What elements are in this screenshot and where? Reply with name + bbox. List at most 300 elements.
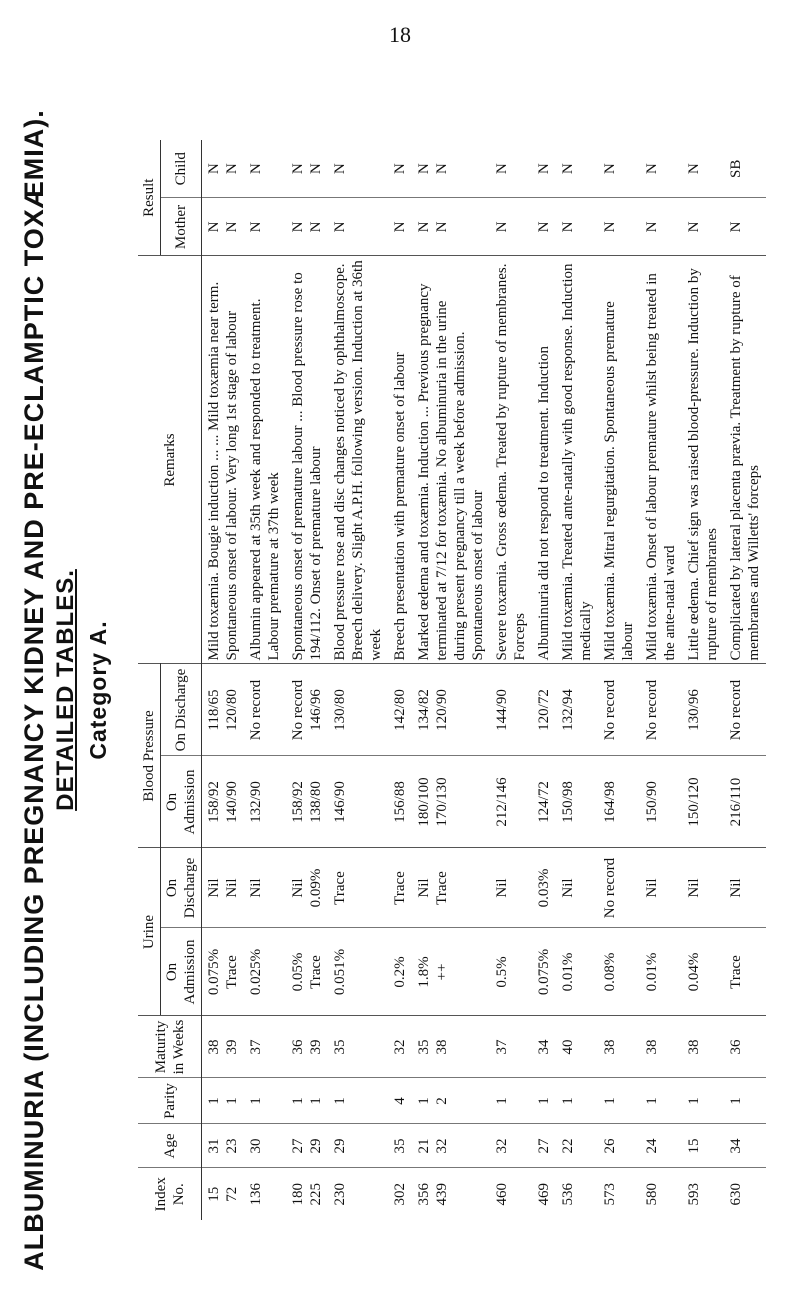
cell-remarks: Breech presentation with premature onset of labour [388, 256, 412, 664]
cell-urine-on-admission [640, 928, 682, 1016]
page-number: 18 [389, 22, 411, 47]
cell-bp-on-admission [682, 756, 724, 848]
cell-result-mother-line: N [332, 221, 348, 233]
cell-maturity-line: 39 [224, 1039, 240, 1055]
cell-age [412, 1124, 490, 1168]
cell-age [286, 1124, 328, 1168]
cell-bp-on-admission-line: 212/146 [494, 777, 510, 827]
cell-bp-on-discharge-line: No record [602, 679, 618, 741]
cell-maturity-line: 34 [536, 1039, 552, 1055]
cell-remarks: Blood pressure rose and disc changes noticed by ophthalmoscope. Breech delivery. Slight A.P.H. following version. Induction at 36th week [328, 256, 388, 664]
cell-parity-line: 1 [602, 1097, 618, 1105]
cell-maturity [556, 1016, 598, 1078]
cell-age [328, 1124, 388, 1168]
cell-age-line: 22 [560, 1138, 576, 1154]
cell-maturity [682, 1016, 724, 1078]
cell-result-child [388, 140, 412, 198]
cell-remarks: Albumin appeared at 35th week and responded to treatment. Labour premature at 37th week [244, 256, 286, 664]
cell-maturity [724, 1016, 766, 1078]
cell-urine-on-admission-line: 0.075% [206, 948, 222, 996]
cell-result-child [532, 140, 556, 198]
cell-parity-line: 1 [494, 1097, 510, 1105]
cell-index-no [388, 1168, 412, 1220]
cell-age [202, 1124, 245, 1168]
table-row [490, 140, 532, 1220]
cell-result-child-line: N [644, 163, 660, 175]
cell-index-no [724, 1168, 766, 1220]
cell-urine-on-discharge [286, 848, 328, 928]
cell-urine-on-admission-line: Trace [308, 955, 324, 989]
cell-age-line: 24 [644, 1138, 660, 1154]
cell-result-child-line: N [686, 163, 702, 175]
cell-result-child-line: N [224, 163, 240, 175]
col-remarks: Remarks [138, 256, 202, 664]
cell-age [490, 1124, 532, 1168]
cell-index-no [490, 1168, 532, 1220]
cell-age-line: 32 [494, 1138, 510, 1154]
table-row [388, 140, 412, 1220]
cell-result-child-line: N [308, 163, 324, 175]
cell-result-mother-line: N [248, 221, 264, 233]
cell-index-no-line: 302 [392, 1183, 408, 1206]
cell-age-line: 30 [248, 1138, 264, 1154]
cell-urine-on-discharge-line: Nil [206, 878, 222, 898]
cell-bp-on-discharge [598, 664, 640, 756]
cell-urine-on-discharge [556, 848, 598, 928]
cell-parity-line: 1 [416, 1097, 432, 1105]
cell-index-no-line: 72 [224, 1186, 240, 1202]
cell-result-mother [640, 198, 682, 256]
cell-remarks: Little œdema. Chief sign was raised blood-pressure. Induction by rupture of membranes [682, 256, 724, 664]
cell-age-line: 15 [686, 1138, 702, 1154]
table-row [412, 140, 490, 1220]
cell-result-mother-line: N [290, 221, 306, 233]
rotated-table-page [18, 100, 778, 1280]
cell-bp-on-discharge [532, 664, 556, 756]
cell-result-mother [388, 198, 412, 256]
cell-urine-on-admission-line: 0.01% [644, 952, 660, 992]
cell-result-mother-line: N [728, 221, 744, 233]
cell-urine-on-admission-line: 0.04% [686, 952, 702, 992]
cell-bp-on-discharge [412, 664, 490, 756]
cell-bp-on-admission [532, 756, 556, 848]
cell-age-line: 34 [728, 1138, 744, 1154]
cell-bp-on-admission [388, 756, 412, 848]
cell-result-mother [556, 198, 598, 256]
cell-remarks: Albuminuria did not respond to treatment. Induction [532, 256, 556, 664]
cell-urine-on-discharge-line: Nil [686, 878, 702, 898]
cell-urine-on-admission [556, 928, 598, 1016]
col-result-child: Child [161, 140, 202, 198]
cell-urine-on-discharge-line: Nil [494, 878, 510, 898]
cell-maturity-line: 39 [308, 1039, 324, 1055]
cell-bp-on-discharge [556, 664, 598, 756]
cell-parity [724, 1078, 766, 1124]
col-maturity: Maturity in Weeks [138, 1016, 202, 1078]
subtitle: DETAILED TABLES. [52, 569, 79, 811]
cell-bp-on-admission-line: 150/90 [644, 781, 660, 823]
cell-bp-on-discharge-line: 120/72 [536, 689, 552, 731]
cell-urine-on-discharge [598, 848, 640, 928]
col-bp-on-discharge: On Discharge [161, 664, 202, 756]
cell-result-child [328, 140, 388, 198]
cell-urine-on-discharge [388, 848, 412, 928]
cell-bp-on-discharge-line: 132/94 [560, 689, 576, 731]
cell-urine-on-discharge [202, 848, 245, 928]
cell-maturity [640, 1016, 682, 1078]
cell-result-child [556, 140, 598, 198]
cell-bp-on-discharge-line: 120/80 [224, 689, 240, 731]
cell-bp-on-admission-line: 180/100 [416, 777, 432, 827]
cell-result-mother [244, 198, 286, 256]
cell-maturity-line: 37 [494, 1039, 510, 1055]
cell-parity-line: 1 [248, 1097, 264, 1105]
cell-index-no [328, 1168, 388, 1220]
cell-urine-on-discharge [490, 848, 532, 928]
cell-urine-on-discharge-line: 0.03% [536, 868, 552, 908]
cell-bp-on-discharge-line: 134/82 [416, 689, 432, 731]
cell-maturity-line: 35 [416, 1039, 432, 1055]
cell-urine-on-admission-line: Trace [728, 955, 744, 989]
cell-age-line: 35 [392, 1138, 408, 1154]
cell-result-child [286, 140, 328, 198]
table-row [202, 140, 245, 1220]
cell-urine-on-discharge [244, 848, 286, 928]
cell-parity [388, 1078, 412, 1124]
cell-result-mother-line: N [416, 221, 432, 233]
table-row [244, 140, 286, 1220]
cell-bp-on-discharge [202, 664, 245, 756]
cell-parity-line: 1 [224, 1097, 240, 1105]
col-group-urine: Urine [138, 848, 161, 1016]
cell-age [640, 1124, 682, 1168]
cell-urine-on-discharge-line: Trace [434, 871, 450, 905]
cell-maturity-line: 36 [290, 1039, 306, 1055]
cell-urine-on-discharge [328, 848, 388, 928]
cell-bp-on-admission-line: 150/120 [686, 777, 702, 827]
table-row [598, 140, 640, 1220]
table-row [532, 140, 556, 1220]
cell-age-line: 29 [332, 1138, 348, 1154]
cell-index-no-line: 593 [686, 1183, 702, 1206]
cell-result-child [202, 140, 245, 198]
cell-result-mother-line: N [602, 221, 618, 233]
cell-urine-on-admission-line: 0.075% [536, 948, 552, 996]
cell-result-mother-line: N [494, 221, 510, 233]
cell-index-no [532, 1168, 556, 1220]
cell-result-child-line: N [560, 163, 576, 175]
cell-urine-on-admission [724, 928, 766, 1016]
cell-parity [598, 1078, 640, 1124]
cell-parity-line: 1 [686, 1097, 702, 1105]
cell-parity [556, 1078, 598, 1124]
cell-remarks: Mild toxæmia. Mitral regurgitation. Spontaneous premature labour [598, 256, 640, 664]
table-row [286, 140, 328, 1220]
cell-parity-line: 1 [332, 1097, 348, 1105]
table-row [724, 140, 766, 1220]
cell-bp-on-discharge-line: No record [728, 679, 744, 741]
cell-bp-on-discharge-line: 142/80 [392, 689, 408, 731]
cell-result-mother [286, 198, 328, 256]
cell-parity-line: 1 [536, 1097, 552, 1105]
cell-urine-on-admission [286, 928, 328, 1016]
cell-maturity-line: 38 [602, 1039, 618, 1055]
cell-result-child [640, 140, 682, 198]
cell-bp-on-admission [556, 756, 598, 848]
cell-parity [532, 1078, 556, 1124]
col-index-no: Index No. [138, 1168, 202, 1220]
cell-bp-on-admission-line: 132/90 [248, 781, 264, 823]
cell-maturity [598, 1016, 640, 1078]
cell-bp-on-admission [328, 756, 388, 848]
cell-urine-on-discharge-line: Nil [248, 878, 264, 898]
cell-bp-on-discharge-line: No record [644, 679, 660, 741]
cell-result-child [598, 140, 640, 198]
cell-parity [202, 1078, 245, 1124]
cell-urine-on-discharge [412, 848, 490, 928]
cell-urine-on-admission [388, 928, 412, 1016]
cell-index-no-line: 630 [728, 1183, 744, 1206]
cell-urine-on-admission-line: ++ [434, 963, 450, 981]
cell-urine-on-admission [682, 928, 724, 1016]
cell-parity-line: 1 [206, 1097, 222, 1105]
cell-maturity [412, 1016, 490, 1078]
cell-age-line: 27 [536, 1138, 552, 1154]
cell-result-child-line: N [434, 163, 450, 175]
cell-age [598, 1124, 640, 1168]
cell-age [682, 1124, 724, 1168]
cell-bp-on-discharge [640, 664, 682, 756]
cell-result-mother-line: N [206, 221, 222, 233]
cell-urine-on-discharge-line: Nil [290, 878, 306, 898]
cell-bp-on-admission-line: 124/72 [536, 781, 552, 823]
cell-bp-on-admission-line: 158/92 [206, 781, 222, 823]
cell-result-child-line: N [392, 163, 408, 175]
cell-index-no [556, 1168, 598, 1220]
cell-result-child-line: SB [728, 159, 744, 178]
cell-parity-line: 1 [560, 1097, 576, 1105]
cell-bp-on-admission [286, 756, 328, 848]
cell-bp-on-discharge [724, 664, 766, 756]
cell-index-no [640, 1168, 682, 1220]
cell-result-mother-line: N [224, 221, 240, 233]
cell-parity-line: 1 [308, 1097, 324, 1105]
cell-index-no-line: 136 [248, 1183, 264, 1206]
cell-bp-on-admission [244, 756, 286, 848]
cell-urine-on-admission-line: 0.025% [248, 948, 264, 996]
cell-urine-on-discharge [532, 848, 556, 928]
cell-bp-on-discharge-line: 144/90 [494, 689, 510, 731]
cell-urine-on-discharge-line: Nil [224, 878, 240, 898]
cell-bp-on-discharge-line: 130/96 [686, 689, 702, 731]
cell-age [532, 1124, 556, 1168]
cell-index-no-line: 439 [434, 1183, 450, 1206]
cell-maturity-line: 40 [560, 1039, 576, 1055]
cell-maturity [202, 1016, 245, 1078]
cell-bp-on-admission-line: 156/88 [392, 781, 408, 823]
cell-age [244, 1124, 286, 1168]
cell-remarks: Severe toxæmia. Gross œdema. Treated by rupture of membranes. Forceps [490, 256, 532, 664]
cell-parity [286, 1078, 328, 1124]
cell-parity [244, 1078, 286, 1124]
table-row [556, 140, 598, 1220]
cell-index-no-line: 230 [332, 1183, 348, 1206]
cell-index-no [412, 1168, 490, 1220]
col-urine-on-admission: On Admission [161, 928, 202, 1016]
cell-maturity [286, 1016, 328, 1078]
cell-result-mother-line: N [536, 221, 552, 233]
cell-age-line: 27 [290, 1138, 306, 1154]
cell-maturity [244, 1016, 286, 1078]
cell-maturity [388, 1016, 412, 1078]
main-title: ALBUMINURIA (INCLUDING PREGNANCY KIDNEY AND PRE-ECLAMPTIC TOXÆMIA). [19, 109, 49, 1271]
cell-maturity-line: 36 [728, 1039, 744, 1055]
cell-bp-on-admission [202, 756, 245, 848]
title-block [18, 100, 114, 1280]
cell-bp-on-admission-line: 216/110 [728, 777, 744, 827]
col-bp-on-admission: On Admission [161, 756, 202, 848]
cell-result-child-line: N [602, 163, 618, 175]
cell-urine-on-admission [328, 928, 388, 1016]
cell-result-child-line: N [332, 163, 348, 175]
cell-result-mother-line: N [308, 221, 324, 233]
cell-urine-on-admission [244, 928, 286, 1016]
cell-urine-on-discharge [640, 848, 682, 928]
cell-index-no [202, 1168, 245, 1220]
table-row [328, 140, 388, 1220]
cell-age-line: 23 [224, 1138, 240, 1154]
cell-urine-on-admission-line: 0.5% [494, 956, 510, 988]
cell-result-child-line: N [206, 163, 222, 175]
cell-urine-on-discharge [682, 848, 724, 928]
cell-result-child-line: N [416, 163, 432, 175]
cell-urine-on-admission-line: 0.2% [392, 956, 408, 988]
cell-urine-on-admission-line: 0.051% [332, 948, 348, 996]
cell-bp-on-admission [724, 756, 766, 848]
cell-age-line: 32 [434, 1138, 450, 1154]
cell-maturity-line: 38 [644, 1039, 660, 1055]
cell-urine-on-discharge-line: Nil [728, 878, 744, 898]
cell-age-line: 29 [308, 1138, 324, 1154]
cell-result-child [490, 140, 532, 198]
cell-bp-on-discharge-line: 118/65 [206, 689, 222, 731]
cell-result-child-line: N [536, 163, 552, 175]
cell-urine-on-discharge-line: Nil [416, 878, 432, 898]
cell-index-no-line: 580 [644, 1183, 660, 1206]
cell-result-mother [682, 198, 724, 256]
cell-result-mother [202, 198, 245, 256]
cell-urine-on-admission-line: 0.01% [560, 952, 576, 992]
cell-index-no-line: 469 [536, 1183, 552, 1206]
cell-result-mother-line: N [434, 221, 450, 233]
cell-parity-line: 1 [728, 1097, 744, 1105]
cell-urine-on-admission [598, 928, 640, 1016]
cell-urine-on-discharge [724, 848, 766, 928]
cell-urine-on-admission [532, 928, 556, 1016]
cell-urine-on-admission [490, 928, 532, 1016]
cell-result-mother [598, 198, 640, 256]
cell-maturity-line: 38 [434, 1039, 450, 1055]
cell-result-child [412, 140, 490, 198]
cell-result-mother-line: N [644, 221, 660, 233]
cell-bp-on-discharge-line: 130/80 [332, 689, 348, 731]
table-row [682, 140, 724, 1220]
cell-age-line: 31 [206, 1138, 222, 1154]
cell-maturity [532, 1016, 556, 1078]
cell-urine-on-admission [202, 928, 245, 1016]
cell-maturity-line: 37 [248, 1039, 264, 1055]
cell-result-mother-line: N [560, 221, 576, 233]
cell-bp-on-admission-line: 170/130 [434, 777, 450, 827]
cell-bp-on-discharge-line: No record [290, 679, 306, 741]
cell-result-mother [328, 198, 388, 256]
cell-maturity-line: 38 [206, 1039, 222, 1055]
cell-bp-on-discharge [328, 664, 388, 756]
cell-urine-on-admission-line: Trace [224, 955, 240, 989]
cell-bp-on-admission [412, 756, 490, 848]
cell-urine-on-admission-line: 1.8% [416, 956, 432, 988]
table-row [640, 140, 682, 1220]
cell-parity-line: 1 [290, 1097, 306, 1105]
cell-index-no [682, 1168, 724, 1220]
col-group-result: Result [138, 140, 161, 256]
cell-result-child-line: N [248, 163, 264, 175]
cell-maturity-line: 32 [392, 1039, 408, 1055]
cell-bp-on-discharge [682, 664, 724, 756]
category-heading: Category A. [85, 620, 111, 760]
cell-bp-on-discharge [286, 664, 328, 756]
cell-index-no-line: 573 [602, 1183, 618, 1206]
cell-bp-on-discharge [490, 664, 532, 756]
col-group-blood-pressure: Blood Pressure [138, 664, 161, 848]
cell-bp-on-admission-line: 140/90 [224, 781, 240, 823]
cell-parity [640, 1078, 682, 1124]
cell-urine-on-discharge-line: No record [602, 857, 618, 919]
cell-result-child [724, 140, 766, 198]
cell-index-no-line: 460 [494, 1183, 510, 1206]
cell-parity [682, 1078, 724, 1124]
detailed-table [138, 140, 766, 1220]
col-parity: Parity [138, 1078, 202, 1124]
cell-age [388, 1124, 412, 1168]
cell-age-line: 26 [602, 1138, 618, 1154]
cell-result-child-line: N [494, 163, 510, 175]
cell-urine-on-admission-line: 0.08% [602, 952, 618, 992]
cell-result-child-line: N [290, 163, 306, 175]
cell-remarks: Spontaneous onset of premature labour ... Blood pressure rose to 194/112. Onset of premature labour [286, 256, 328, 664]
cell-maturity [328, 1016, 388, 1078]
cell-result-mother [532, 198, 556, 256]
cell-bp-on-discharge-line: 120/90 [434, 689, 450, 731]
cell-urine-on-discharge-line: Nil [644, 878, 660, 898]
cell-bp-on-admission-line: 146/90 [332, 781, 348, 823]
cell-result-child [244, 140, 286, 198]
cell-urine-on-discharge-line: Trace [392, 871, 408, 905]
cell-maturity [490, 1016, 532, 1078]
cell-urine-on-discharge-line: Trace [332, 871, 348, 905]
cell-bp-on-admission-line: 150/98 [560, 781, 576, 823]
cell-index-no [286, 1168, 328, 1220]
cell-index-no-line: 356 [416, 1183, 432, 1206]
cell-bp-on-discharge [244, 664, 286, 756]
cell-bp-on-admission-line: 138/80 [308, 781, 324, 823]
cell-bp-on-admission-line: 158/92 [290, 781, 306, 823]
cell-parity-line: 4 [392, 1097, 408, 1105]
col-result-mother: Mother [161, 198, 202, 256]
cell-age [556, 1124, 598, 1168]
cell-bp-on-admission [598, 756, 640, 848]
cell-parity [412, 1078, 490, 1124]
